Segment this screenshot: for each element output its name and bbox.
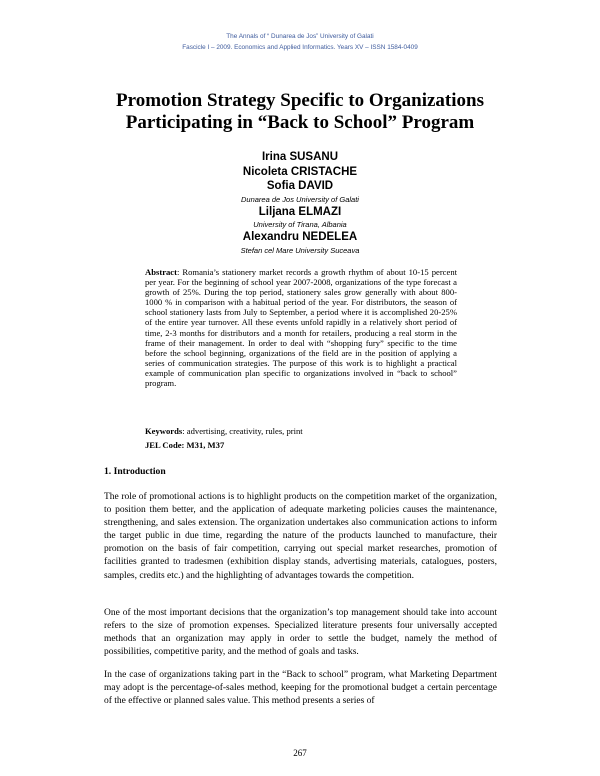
section-heading: 1. Introduction [104,466,166,477]
author-name: Alexandru NEDELEA [242,231,358,243]
body-paragraph-2: One of the most important decisions that the organization’s top management should take into account refers to the size of promotion expenses. Specialized literature presents four universally accepted methods that an organization may apply in order to settle the budget, namely the method of possibilities, competitive parity, and the method of goals and tasks. [104,608,497,658]
body-paragraph [104,607,497,659]
jel-code [145,440,457,451]
abstract-label: Abstract [145,267,177,277]
author-block [150,150,450,256]
paper-title [60,90,540,134]
abstract-text: : Romania’s stationery market records a growth rhythm of about 10-15 percent per year. For the beginning of school year 2007-2008, organizations of the type forecast a growth of 25%. During the top period, stationery sales grow generally with about 800-1000 % in comparison with a habitual period of the year. For distributors, the season of school stationery lasts from July to September, a period where it is accomplished 20-25% of the entire year turnover. All these events unfold rapidly in a relatively short period of time, 2-3 months for distributors and a month for retailers, producing a real storm in the frame of their management. In order to deal with “shopping fury” specific to the time before the school beginning, organizations of the field are in the position of applying a series of communication strategies. The purpose of this work is to highlight a practical example of communication plan specific to organizations involved in “back to school” program. [145,267,457,389]
journal-header-line1: The Annals of “ Dunarea de Jos” University of Galati [226,33,374,40]
paper-title-line2: Participating in “Back to School” Program [125,112,475,133]
body-paragraph-3: In the case of organizations taking part in the “Back to school” program, what Marketing Department may adopt is the percentage-of-sales method, keeping for the promotional budget a certain percentage of the effective or planned sales value. This method presents a series of [104,670,497,707]
author-name: Sofia DAVID [266,180,334,192]
author-affiliation: Stefan cel Mare University Suceava [240,245,360,255]
body-paragraph [104,491,497,583]
author-name: Irina SUSANU [261,151,339,163]
paper-title-line1: Promotion Strategy Specific to Organizations [116,90,484,111]
keywords [145,426,457,437]
journal-header-line2: Fascicle I – 2009. Economics and Applied Informatics. Years XV – ISSN 1584-0409 [182,44,418,51]
author-affiliation: Dunarea de Jos University of Galati [241,194,359,204]
body-paragraph [104,669,497,708]
author-name: Nicoleta CRISTACHE [242,165,358,178]
keywords-text: : advertising, creativity, rules, print [182,426,303,436]
jel-label: JEL Code [145,440,182,450]
journal-header [0,31,600,53]
author-affiliation: University of Tirana, Albania [253,220,347,229]
page-number: 267 [293,748,307,758]
author-name: Liljana ELMAZI [258,205,342,218]
abstract [145,267,457,388]
body-paragraph-1: The role of promotional actions is to highlight products on the competition market of the organization, to position them better, and the application of adequate marketing policies causes the maintenance, strengthening, and sales extension. The organization undertakes also communication actions to inform the target public in due time, regarding the nature of the products launched to manufacture, their promotion on the basis of fair competition, carrying out special market researches, promotion of facilities granted to tradesmen (exhibition display stands, advertising materials, catalogues, posters, samples, credits etc.) and the highlighting of advantages towards the competition. [104,492,497,581]
keywords-label: Keywords [145,426,183,436]
jel-text: : M31, M37 [181,440,225,450]
